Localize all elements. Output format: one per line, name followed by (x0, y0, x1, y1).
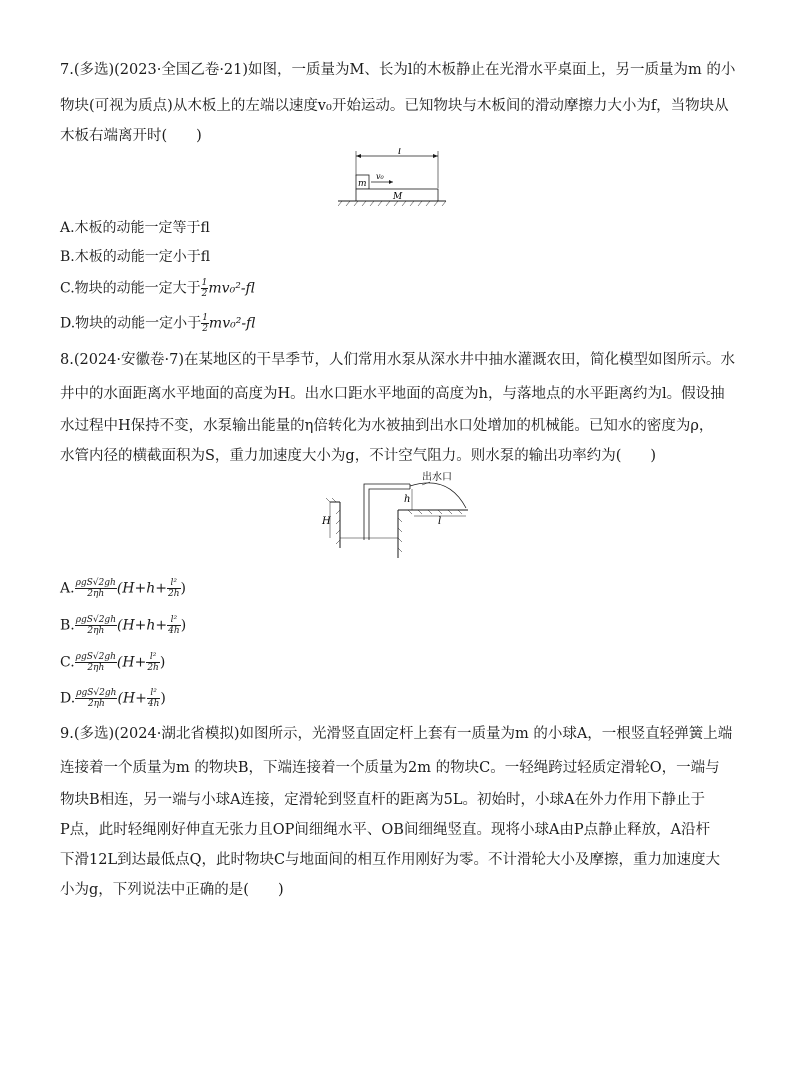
q8-option-a-frac-num: l² (167, 578, 181, 589)
q8-option-d-frac-num: l² (147, 688, 161, 699)
q7-m-label: m (358, 179, 367, 189)
q8-option-b-frac-num: l² (167, 615, 181, 626)
q7-option-d (60, 313, 255, 334)
q8-option-c-frac-den: 2h (147, 663, 159, 673)
q8-option-d-coef-num: ρgS√2gh (76, 688, 117, 698)
q8-option-a-coef (75, 578, 117, 599)
q7-option-d-half-den: 2 (202, 324, 208, 334)
q8-option-c-frac (146, 652, 160, 673)
q8-option-d-end: ) (160, 690, 166, 707)
q7-option-a: A.木板的动能一定等于fl (60, 220, 210, 236)
q9-line-4: P点，此时轻绳刚好伸直无张力且OP间细绳水平、OB间细绳竖直。现将小球A由P点静止释放，A沿杆 (60, 822, 711, 838)
q8-option-a-frac (167, 578, 181, 599)
q8-h-label: h (404, 494, 411, 505)
q8-option-d-coef-den: 2ηh (87, 699, 105, 709)
q8-line-2: 井中的水面距离水平地面的高度为H。出水口距水平地面的高度为h，与落地点的水平距离约为l。假设抽 (60, 386, 725, 402)
q8-option-d-frac-den: 4h (147, 699, 160, 709)
q8-option-c-coef (75, 652, 117, 673)
q7-option-d-half-num: 1 (202, 313, 208, 323)
q8-option-b-frac-den: 4h (168, 626, 180, 636)
q8-option-d-coef (75, 688, 117, 709)
q9-line-3: 物块B相连，另一端与小球A连接，定滑轮到竖直杆的距离为5L。初始时，小球A在外力作用下静止于 (60, 792, 705, 808)
q7-option-d-suffix: mv₀²-fl (208, 315, 256, 332)
q8-line-3: 水过程中H保持不变，水泵输出能量的η倍转化为水被抽到出水口处增加的机械能。已知水的密度为ρ， (60, 418, 714, 434)
q8-option-c-coef-den: 2ηh (87, 663, 105, 673)
q8-option-c-end: ) (159, 654, 166, 671)
q7-board-figure (338, 148, 448, 210)
q8-option-a-body: (H+h+ (116, 580, 167, 597)
q8-option-c-coef-num: ρgS√2gh (75, 652, 116, 662)
q9-line-5: 下滑12L到达最低点Q，此时物块C与地面间的相互作用刚好为零。不计滑轮大小及摩擦，重力加速度大 (60, 852, 721, 868)
q7-line-2: 物块(可视为质点)从木板上的左端以速度v₀开始运动。已知物块与木板间的滑动摩擦力大小为f，当物块从 (60, 98, 729, 114)
q8-option-b-frac (167, 615, 181, 636)
q7-option-b: B.木板的动能一定小于fl (60, 249, 211, 265)
q8-option-d (60, 688, 166, 709)
q8-option-a-coef-den: 2ηh (87, 589, 105, 599)
q7-M-label: M (393, 192, 403, 202)
q7-v0-label: v₀ (376, 172, 384, 181)
q8-option-a-frac-den: 2h (167, 589, 180, 599)
q7-l-label: l (398, 148, 402, 157)
q8-outlet-label: 出水口 (422, 472, 452, 483)
q8-option-d-letter: D. (60, 690, 76, 707)
q8-option-b-coef (75, 615, 117, 636)
q9-line-6: 小为g，下列说法中正确的是( ) (60, 882, 284, 898)
q8-option-c-frac-num: l² (146, 652, 160, 663)
q8-option-b-coef-den: 2ηh (87, 626, 105, 636)
q8-line-1: 8.(2024·安徽卷·7)在某地区的干旱季节，人们常用水泵从深水井中抽水灌溉农田，简化模型如图所示。水 (60, 352, 735, 368)
q7-option-c-suffix: mv₀²-fl (208, 280, 255, 297)
q8-option-c-letter: C. (60, 654, 75, 671)
q8-option-b-letter: B. (60, 617, 75, 634)
q7-line-1: 7.(多选)(2023·全国乙卷·21)如图，一质量为M、长为l的木板静止在光滑水平桌面上，另一质量为m 的小 (60, 62, 736, 78)
q8-H-label: H (322, 516, 331, 527)
q7-option-c-half-num: 1 (201, 278, 208, 288)
q8-l-label: l (438, 516, 442, 527)
q7-option-d-prefix: D.物块的动能一定小于 (60, 315, 202, 332)
q7-option-c (60, 278, 255, 299)
q7-option-c-half-den: 2 (201, 289, 208, 299)
q7-line-3: 木板右端离开时( ) (60, 128, 202, 144)
q8-option-a-coef-num: ρgS√2gh (75, 578, 116, 588)
q8-option-b-coef-num: ρgS√2gh (75, 615, 116, 625)
q9-line-2: 连接着一个质量为m 的物块B，下端连接着一个质量为2m 的物块C。一轻绳跨过轻质定滑轮O，一端与 (60, 760, 720, 776)
q8-line-4: 水管内径的横截面积为S，重力加速度大小为g，不计空气阻力。则水泵的输出功率约为( ) (60, 448, 657, 464)
q8-option-d-frac (147, 688, 161, 709)
q8-option-b-body: (H+h+ (117, 617, 168, 634)
q8-option-a-end: ) (180, 580, 186, 597)
q8-well-figure (318, 470, 493, 562)
q8-option-b (60, 615, 186, 636)
q8-option-a-letter: A. (60, 580, 75, 597)
q8-option-b-end: ) (180, 617, 187, 634)
q7-option-d-half (201, 313, 209, 334)
q8-option-a (60, 578, 186, 599)
q7-option-c-prefix: C.物块的动能一定大于 (60, 280, 201, 297)
q8-option-d-body: (H+ (117, 690, 147, 707)
q8-option-c-body: (H+ (116, 654, 147, 671)
q8-option-c (60, 652, 165, 673)
q9-line-1: 9.(多选)(2024·湖北省模拟)如图所示，光滑竖直固定杆上套有一质量为m 的小球A，一根竖直轻弹簧上端 (60, 726, 733, 742)
